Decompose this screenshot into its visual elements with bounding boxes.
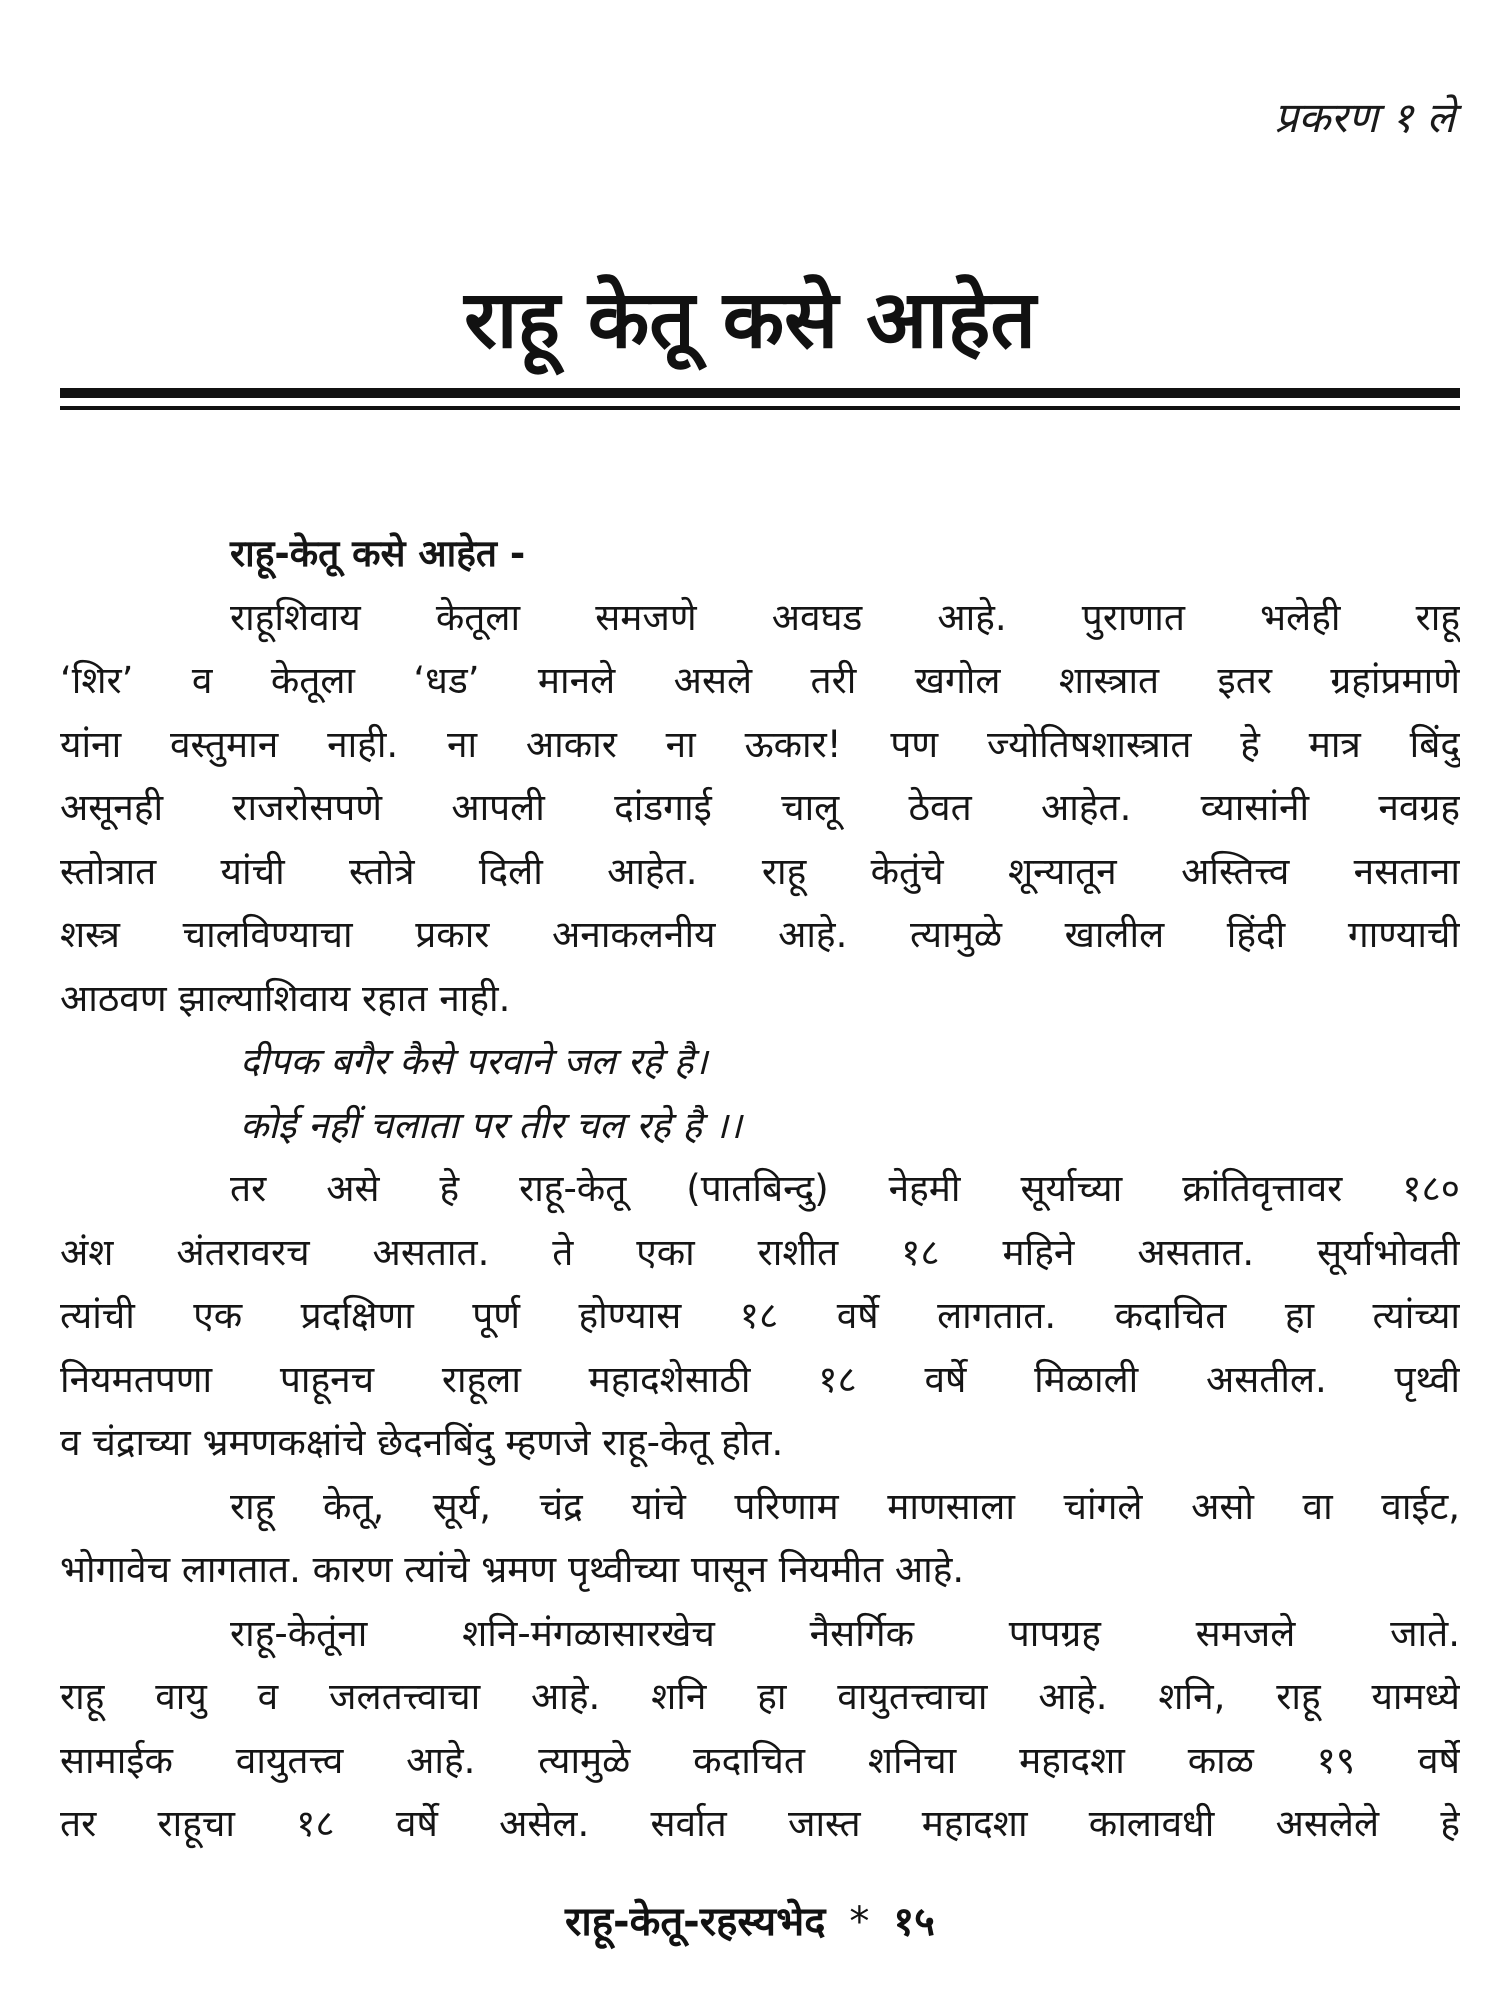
paragraph-line: ‘शिर’ व केतूला ‘धड’ मानले असले तरी खगोल शास्त्रात इतर ग्रहांप्रमाणे	[60, 659, 1460, 702]
footer-separator: *	[849, 1899, 870, 1945]
paragraph-line: व चंद्राच्या भ्रमणकक्षांचे छेदनबिंदु म्हणजे राहू-केतू होत.	[60, 1421, 784, 1464]
section-subheading: राहू-केतू कसे आहेत -	[230, 532, 526, 575]
paragraph-line: नियमतपणा पाहूनच राहूला महादशेसाठी १८ वर्षे मिळाली असतील. पृथ्वी	[60, 1357, 1460, 1401]
page-number: १५	[893, 1899, 935, 1945]
paragraph-line: राहूशिवाय केतूला समजणे अवघड आहे. पुराणात भलेही राहू	[230, 595, 1460, 639]
poem-line: दीपक बगैर कैसे परवाने जल रहे है।	[240, 1040, 708, 1083]
title-rule-thick	[60, 388, 1460, 398]
body-text	[60, 522, 1460, 1856]
paragraph-line: अंश अंतरावरच असतात. ते एका राशीत १८ महिने असतात. सूर्याभोवती	[60, 1230, 1460, 1274]
paragraph-line: सामाईक वायुतत्त्व आहे. त्यामुळे कदाचित शनिचा महादशा काळ १९ वर्षे	[60, 1738, 1460, 1782]
poem-line: कोई नहीं चलाता पर तीर चल रहे है ।।	[240, 1103, 742, 1147]
paragraph-line: राहू-केतूंना शनि-मंगळासारखेच नैसर्गिक पापग्रह समजले जाते.	[230, 1611, 1460, 1655]
paragraph-line: तर राहूचा १८ वर्षे असेल. सर्वात जास्त महादशा कालावधी असलेले हे	[60, 1802, 1460, 1845]
paragraph-line: भोगावेच लागतात. कारण त्यांचे भ्रमण पृथ्वीच्या पासून नियमीत आहे.	[60, 1548, 965, 1591]
footer-book-title: राहू-केतू-रहस्यभेद	[565, 1899, 826, 1945]
chapter-label: प्रकरण १ ले	[1274, 93, 1455, 142]
paragraph-line: राहू वायु व जलतत्त्वाचा आहे. शनि हा वायुतत्त्वाचा आहे. शनि, राहू यामध्ये	[60, 1675, 1460, 1718]
paragraph-line: स्तोत्रात यांची स्तोत्रे दिली आहेत. राहू केतुंचे शून्यातून अस्तित्त्व नसताना	[60, 849, 1460, 893]
paragraph-line: तर असे हे राहू-केतू (पातबिन्दु) नेहमी सूर्याच्या क्रांतिवृत्तावर १८०	[230, 1167, 1460, 1210]
chapter-title: राहू केतू कसे आहेत	[464, 273, 1036, 366]
title-rule-thin	[60, 406, 1460, 410]
paragraph-line: असूनही राजरोसपणे आपली दांडगाई चालू ठेवत आहेत. व्यासांनी नवग्रह	[60, 786, 1460, 829]
paragraph-line: राहू केतू, सूर्य, चंद्र यांचे परिणाम माणसाला चांगले असो वा वाईट,	[230, 1484, 1460, 1528]
paragraph-line: त्यांची एक प्रदक्षिणा पूर्ण होण्यास १८ वर्षे लागतात. कदाचित हा त्यांच्या	[60, 1294, 1460, 1337]
paragraph-line: यांना वस्तुमान नाही. ना आकार ना ऊकार! पण ज्योतिषशास्त्रात हे मात्र बिंदु	[60, 722, 1460, 766]
page-footer	[0, 1892, 1500, 1947]
paragraph-line: आठवण झाल्याशिवाय रहात नाही.	[60, 976, 511, 1020]
paragraph-line: शस्त्र चालविण्याचा प्रकार अनाकलनीय आहे. त्यामुळे खालील हिंदी गाण्याची	[60, 913, 1460, 956]
